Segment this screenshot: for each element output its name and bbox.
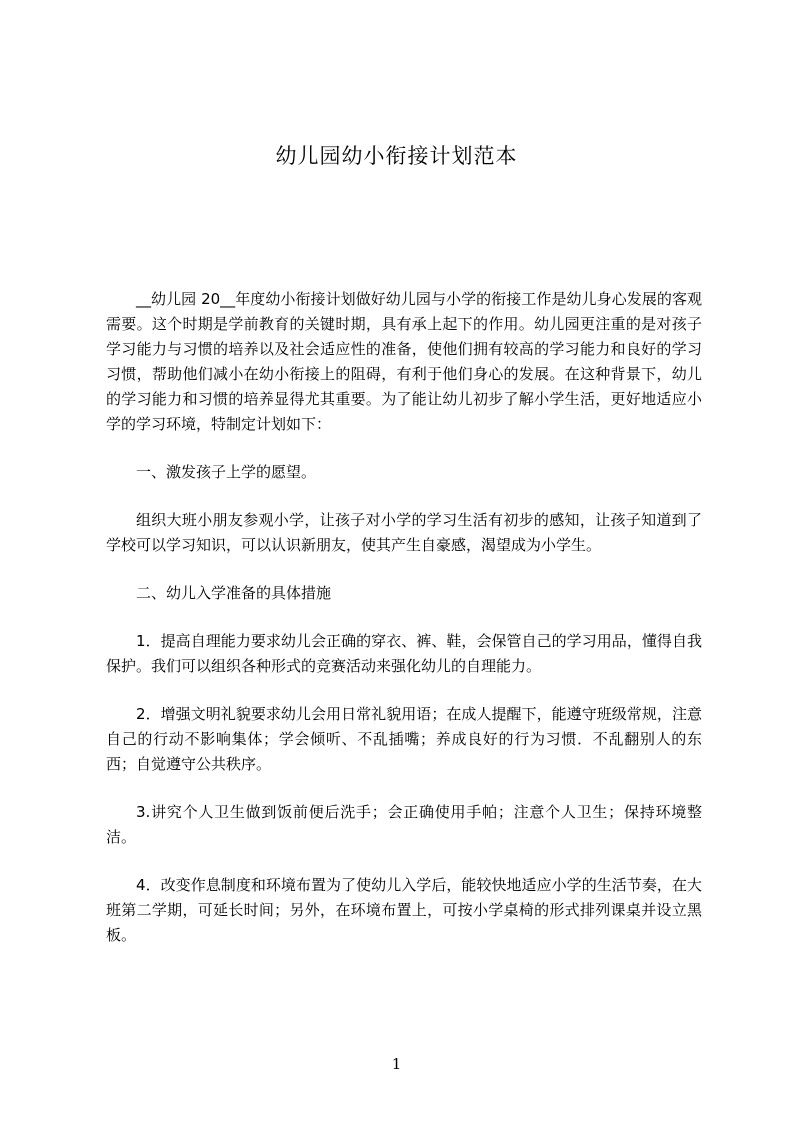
section-heading-2: 二、幼儿入学准备的具体措施 xyxy=(136,584,332,602)
intro-paragraph: __幼儿园 20__年度幼小衔接计划做好幼儿园与小学的衔接工作是幼儿身心发展的客观需要。这个时期是学前教育的关键时期，具有承上起下的作用。幼儿园更注重的是对孩子学习能力与习惯的培养以及社会适应性的准备，使他们拥有较高的学习能力和良好的学习习惯，帮助他们减小在幼小衔接上的阻碍，有利于他们身心的发展。在这种背景下，幼儿的学习能力和习惯的培养显得尤其重要。为了能让幼儿初步了解小学生活，更好地适应小学的学习环境，特制定计划如下： xyxy=(106,290,702,433)
section-heading-1: 一、激发孩子上学的愿望。 xyxy=(136,463,317,481)
document-title: 幼儿园幼小衔接计划范本 xyxy=(275,144,518,168)
measure-item-2: 2．增强文明礼貌要求幼儿会用日常礼貌用语；在成人提醒下，能遵守班级常规，注意自己的行动不影响集体；学会倾听、不乱插嘴；养成良好的行为习惯．不乱翻别人的东西；自觉遵守公共秩序。 xyxy=(106,705,702,773)
measure-item-1: 1．提高自理能力要求幼儿会正确的穿衣、裤、鞋，会保管自己的学习用品，懂得自我保护。我们可以组织各种形式的竞赛活动来强化幼儿的自理能力。 xyxy=(106,632,702,675)
document-body xyxy=(106,287,702,948)
measure-item-4: 4．改变作息制度和环境布置为了使幼儿入学后，能较快地适应小学的生活节奏，在大班第二学期，可延长时间；另外，在环境布置上，可按小学桌椅的形式排列课桌并设立黑板。 xyxy=(106,876,702,944)
section-1-paragraph: 组织大班小朋友参观小学，让孩子对小学的学习生活有初步的感知，让孩子知道到了学校可以学习知识，可以认识新朋友，使其产生自豪感，渴望成为小学生。 xyxy=(106,511,702,554)
measure-item-3: 3.讲究个人卫生做到饭前便后洗手；会正确使用手帕；注意个人卫生；保持环境整洁。 xyxy=(106,803,702,846)
page-number: 1 xyxy=(391,1055,402,1073)
